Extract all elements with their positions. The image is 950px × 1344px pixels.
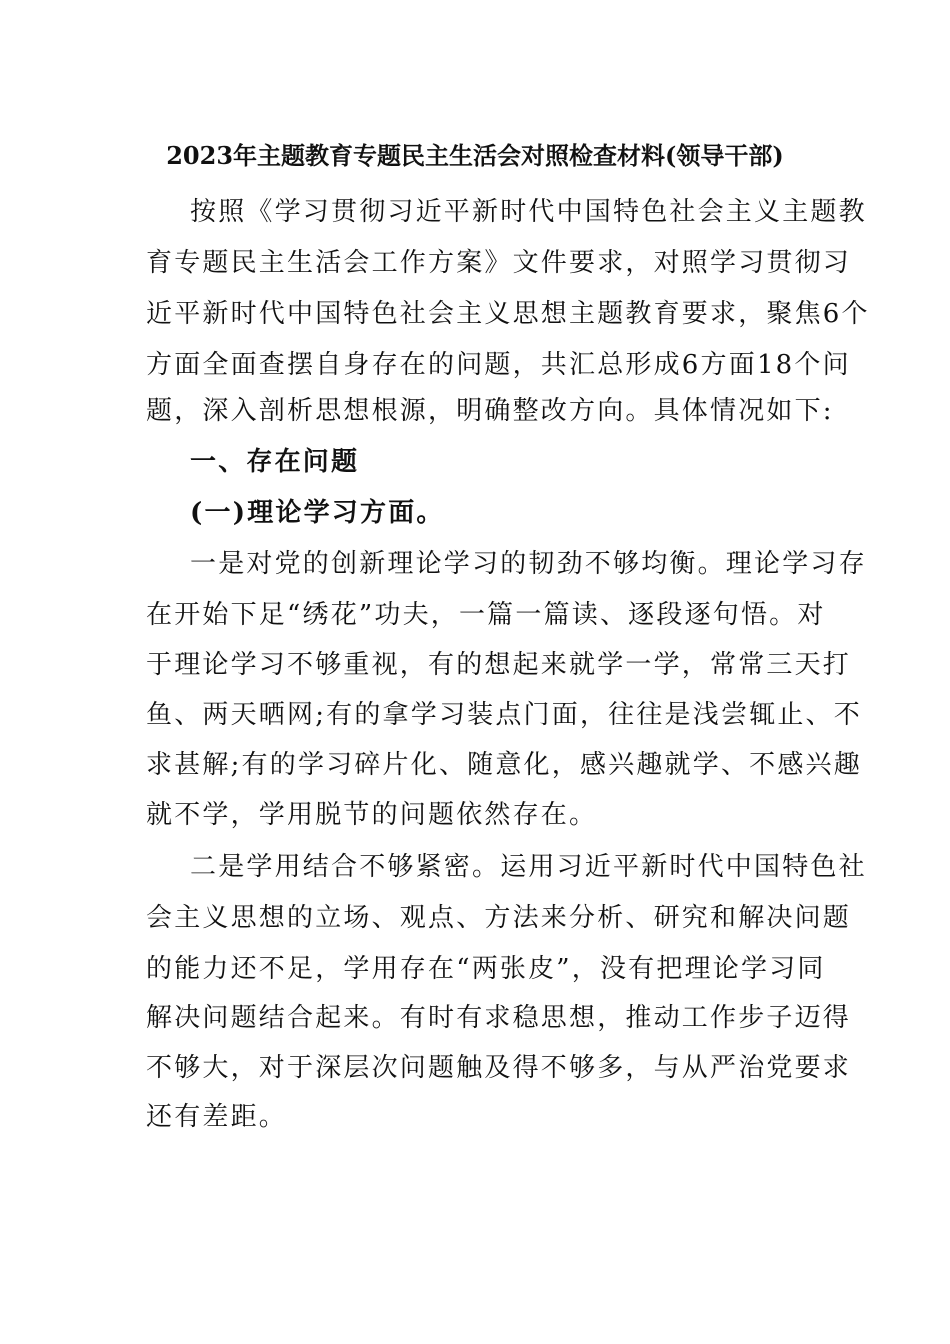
paragraph-two-line-5: 不够大，对于深层次问题触及得不够多，与从严治党要求 [146, 1053, 852, 1083]
paragraph-one-line-4: 鱼、两天晒网;有的拿学习装点门面，往往是浅尝辄止、不 [146, 700, 862, 730]
section-heading: 一、存在问题 [190, 447, 360, 477]
paragraph-intro-line-1: 按照《学习贯彻习近平新时代中国特色社会主义主题教 [190, 197, 867, 227]
paragraph-one-line-5: 求甚解;有的学习碎片化、随意化，感兴趣就学、不感兴趣 [146, 750, 862, 780]
paragraph-intro-line-2: 育专题民主生活会工作方案》文件要求，对照学习贯彻习 [146, 248, 852, 278]
paragraph-one-line-2: 在开始下足“绣花”功夫，一篇一篇读、逐段逐句悟。对 [146, 600, 826, 630]
paragraph-two-line-3: 的能力还不足，学用存在“两张皮”，没有把理论学习同 [146, 954, 826, 984]
paragraph-intro-line-5: 题，深入剖析思想根源，明确整改方向。具体情况如下: [146, 396, 834, 426]
subsection-heading: (一)理论学习方面。 [190, 498, 445, 528]
paragraph-two-line-2: 会主义思想的立场、观点、方法来分析、研究和解决问题 [146, 903, 852, 933]
paragraph-two-line-6: 还有差距。 [146, 1102, 288, 1132]
paragraph-two-line-4: 解决问题结合起来。有时有求稳思想，推动工作步子迈得 [146, 1003, 852, 1033]
paragraph-one-line-6: 就不学，学用脱节的问题依然存在。 [146, 800, 598, 830]
paragraph-one-line-1: 一是对党的创新理论学习的韧劲不够均衡。理论学习存 [190, 549, 867, 579]
document-title: 2023年主题教育专题民主生活会对照检查材料(领导干部) [166, 141, 784, 170]
paragraph-one-line-3: 于理论学习不够重视，有的想起来就学一学，常常三天打 [146, 650, 852, 680]
paragraph-intro-line-3: 近平新时代中国特色社会主义思想主题教育要求，聚焦6个 [146, 299, 870, 329]
paragraph-intro-line-4: 方面全面查摆自身存在的问题，共汇总形成6方面18个问 [146, 350, 851, 380]
paragraph-two-line-1: 二是学用结合不够紧密。运用习近平新时代中国特色社 [190, 852, 867, 882]
